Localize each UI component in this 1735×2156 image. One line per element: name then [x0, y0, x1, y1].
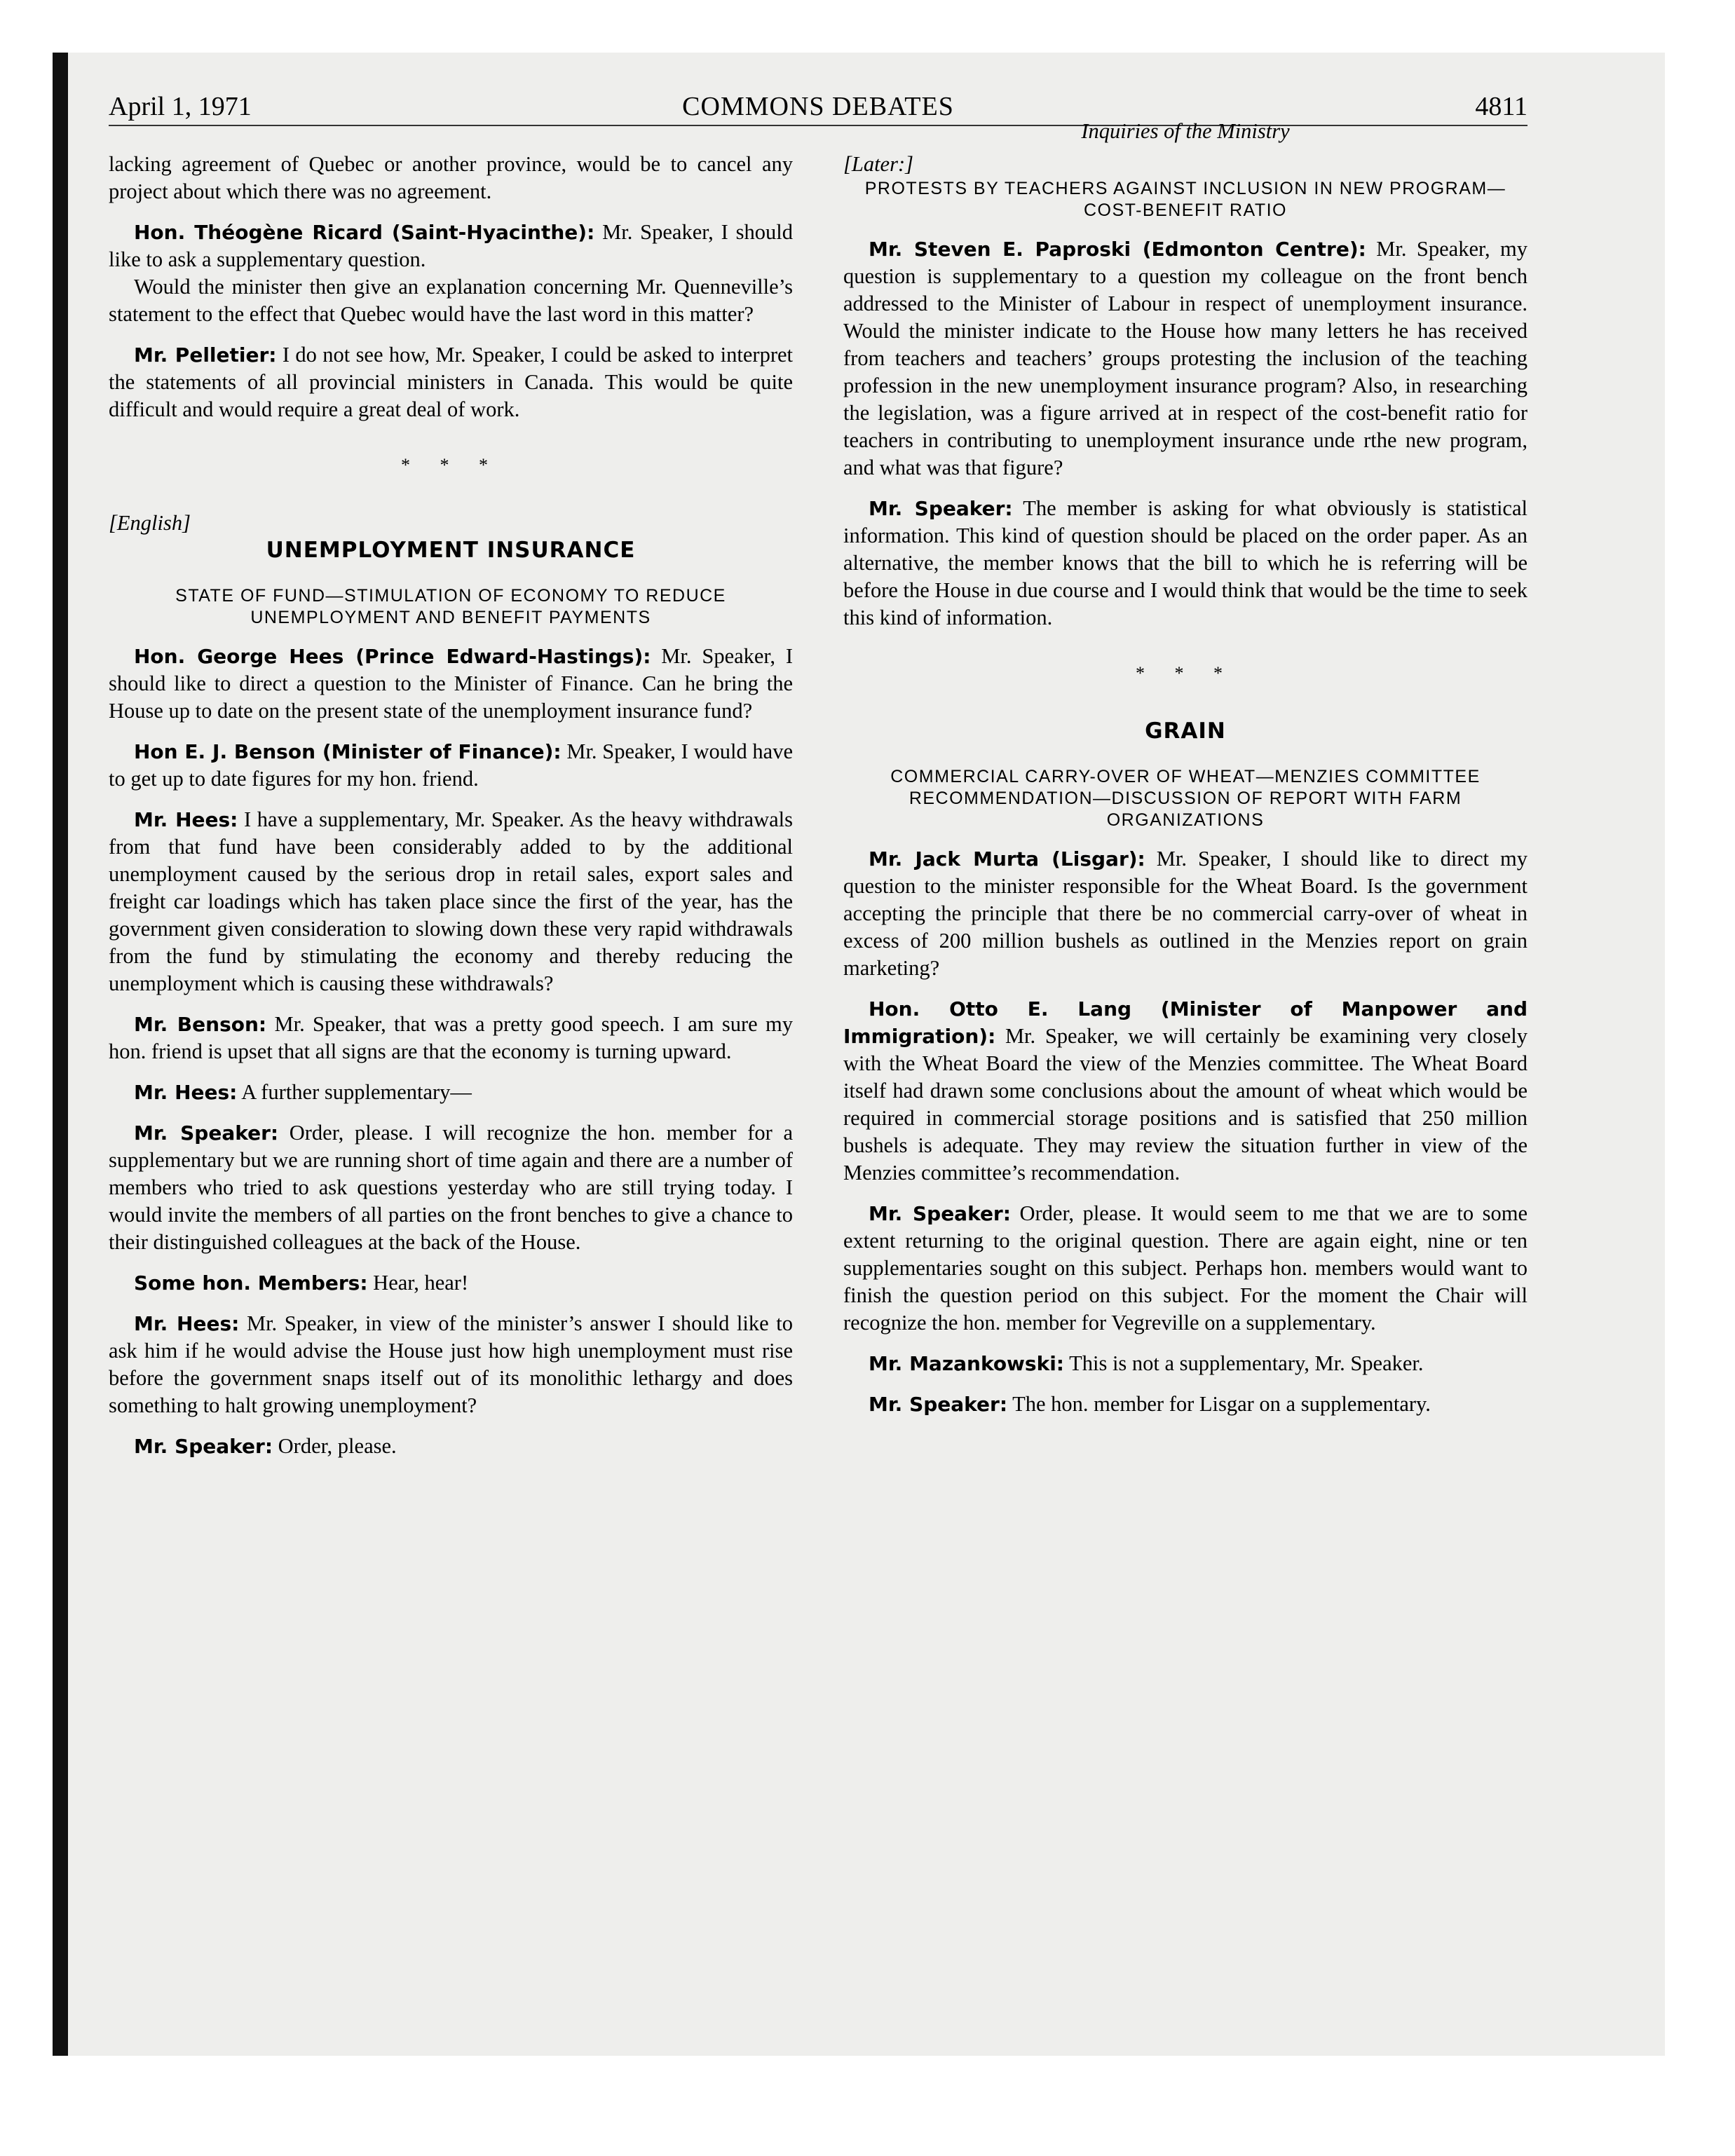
speech-text: I do not see how, Mr. Speaker, I could be asked to interpret the statements of all provincial ministers in Canada. This would be quite difficult and would require a great deal of work.: [109, 343, 793, 421]
speech-paragraph: [109, 643, 793, 725]
speaker-name: Mr. Speaker:: [869, 1202, 1011, 1225]
speaker-name: Mr. Benson:: [134, 1013, 267, 1036]
speech-paragraph: [843, 995, 1528, 1187]
speech-paragraph: [843, 1350, 1528, 1377]
scan-margin: [0, 0, 53, 2156]
speaker-name: Mr. Hees:: [134, 1312, 240, 1335]
speaker-name: Mr. Speaker:: [869, 1393, 1008, 1416]
section-separator: * * *: [401, 455, 501, 475]
page-number: 4811: [1475, 92, 1528, 121]
speech-text: Mr. Speaker, I would have to get up to date figures for my hon. friend.: [109, 739, 793, 791]
speech-paragraph: [109, 1011, 793, 1065]
speech-text: Order, please. It would seem to me that we are to some extent returning to the original question. There are again eight, nine or ten supplementaries sought on this subject. Perhaps hon. members would want to finish the question period on this subject. For the moment the Chair will recognize the hon. member for Vegreville on a supplementary.: [843, 1201, 1528, 1335]
speaker-name: Mr. Mazankowski:: [869, 1352, 1065, 1375]
speech-paragraph: [109, 1269, 793, 1297]
speech-paragraph: [109, 1310, 793, 1419]
speaker-name: Hon. Théogène Ricard (Saint-Hyacinthe):: [134, 221, 595, 244]
speech-paragraph: [843, 1200, 1528, 1337]
speech-paragraph: [109, 1119, 793, 1256]
speech-paragraph: [109, 341, 793, 423]
left-column: [109, 151, 793, 1473]
speech-text: The hon. member for Lisgar on a supplementary.: [1007, 1392, 1431, 1416]
speaker-name: Hon E. J. Benson (Minister of Finance):: [134, 740, 562, 763]
speech-text: The member is asking for what obviously is statistical information. This kind of question should be placed on the order paper. As an alternative, the member knows that the bill to which he is referring will be before the House in due course and I would think that would be the time to seek this kind of information.: [843, 496, 1528, 629]
speaker-name: Mr. Steven E. Paproski (Edmonton Centre):: [869, 238, 1366, 261]
scan-binding-shadow: [53, 53, 68, 2056]
speech-text: Mr. Speaker, I should like to ask a supplementary question.: [109, 220, 793, 271]
running-head: Inquiries of the Ministry: [1081, 119, 1290, 143]
header-date: April 1, 1971: [109, 92, 252, 121]
section-heading: UNEMPLOYMENT INSURANCE: [266, 538, 636, 563]
speech-text: Mr. Speaker, in view of the minister’s answer I should like to ask him if he would advise the House just how high unemployment must rise before the government snaps itself out of its monolithic lethargy and does something to halt growing unemployment?: [109, 1311, 794, 1417]
subheading: PROTESTS BY TEACHERS AGAINST INCLUSION IN NEW PROGRAM—COST-BENEFIT RATIO: [864, 179, 1506, 220]
paragraph: Would the minister then give an explanation concerning Mr. Quenneville’s statement to the effect that Quebec would have the last word in this matter?: [109, 275, 793, 326]
paragraph: lacking agreement of Quebec or another province, would be to cancel any project about which there was no agreement.: [109, 152, 793, 203]
speaker-name: Mr. Speaker:: [869, 497, 1013, 520]
speech-paragraph: [109, 219, 793, 273]
speech-text: I have a supplementary, Mr. Speaker. As the heavy withdrawals from that fund have been considerably added to by the additional unemployment caused by the serious drop in retail sales, export sales and freight car loadings which has taken place since the first of the year, has the government given consideration to slowing down these very rapid withdrawals from the fund by stimulating the economy and thereby reducing the unemployment which is causing these withdrawals?: [109, 807, 793, 995]
speaker-name: Mr. Jack Murta (Lisgar):: [869, 847, 1145, 871]
speech-paragraph: [843, 845, 1528, 982]
speaker-name: Hon. George Hees (Prince Edward-Hastings):: [134, 645, 651, 668]
subheading: STATE OF FUND—STIMULATION OF ECONOMY TO REDUCE UNEMPLOYMENT AND BENEFIT PAYMENTS: [175, 586, 726, 627]
speaker-name: Some hon. Members:: [134, 1271, 368, 1295]
speaker-name: Mr. Speaker:: [134, 1435, 273, 1458]
section-separator: * * *: [1136, 663, 1235, 683]
speech-text: Order, please.: [273, 1434, 397, 1458]
speech-paragraph: [843, 1391, 1528, 1418]
speech-paragraph: [109, 1079, 793, 1106]
speech-paragraph: [109, 1433, 793, 1460]
right-column: [843, 151, 1528, 1431]
language-note: [English]: [109, 511, 191, 535]
speech-text: Mr. Speaker, we will certainly be examining very closely with the Wheat Board the view of the Menzies committee. The Wheat Board itself had drawn some conclusions about the amount of wheat which would be required in commercial storage positions and is satisfied that 250 million bushels is adequate. They may review the situation further in view of the Menzies committee’s recommendation.: [843, 1024, 1528, 1185]
speaker-name: Mr. Speaker:: [134, 1121, 279, 1145]
speech-paragraph: [843, 495, 1528, 632]
speech-text: Hear, hear!: [367, 1271, 469, 1295]
speaker-name: Mr. Pelletier:: [134, 343, 277, 367]
section-heading: GRAIN: [1145, 718, 1226, 744]
speech-text: A further supplementary—: [237, 1080, 472, 1104]
speech-paragraph: [843, 236, 1528, 482]
speech-text: This is not a supplementary, Mr. Speaker.: [1064, 1351, 1424, 1375]
speech-text: Mr. Speaker, I should like to direct a question to the Minister of Finance. Can he bring the House up to date on the present state of the unemployment insurance fund?: [109, 644, 793, 723]
language-note: [Later:]: [843, 152, 913, 176]
subheading: COMMERCIAL CARRY-OVER OF WHEAT—MENZIES COMMITTEE RECOMMENDATION—DISCUSSION OF REPORT WITH FARM ORGANIZATIONS: [890, 767, 1481, 830]
publication-title: COMMONS DEBATES: [682, 92, 954, 121]
speech-paragraph: [109, 806, 793, 997]
speech-paragraph: [109, 738, 793, 793]
speech-text: Order, please. I will recognize the hon. member for a supplementary but we are running short of time again and there are a number of members who tried to ask questions yesterday who are still trying today. I would invite the members of all parties on the front benches to give a chance to their distinguished colleagues at the back of the House.: [109, 1121, 793, 1254]
speaker-name: Hon. Otto E. Lang (Minister of Manpower and Immigration):: [843, 997, 1528, 1048]
speech-text: Mr. Speaker, I should like to direct my question to the minister responsible for the Wheat Board. Is the government accepting the principle that there be no commercial carry-over of wheat in excess of 200 million bushels as outlined in the Menzies report on grain marketing?: [843, 847, 1528, 980]
speaker-name: Mr. Hees:: [134, 808, 238, 831]
speech-text: Mr. Speaker, that was a pretty good speech. I am sure my hon. friend is upset that all signs are that the economy is turning upward.: [109, 1012, 793, 1063]
speaker-name: Mr. Hees:: [134, 1081, 238, 1104]
speech-text: Mr. Speaker, my question is supplementary to a question my colleague on the front bench addressed to the Minister of Labour in respect of unemployment insurance. Would the minister indicate to the House how many letters he has received from teachers and teachers’ groups protesting the inclusion of the teaching profession in the new unemployment insurance program? Also, in researching the legislation, was a figure arrived at in respect of the cost-benefit ratio for teachers in contributing to unemployment insurance unde rthe new program, and what was that figure?: [843, 237, 1528, 479]
